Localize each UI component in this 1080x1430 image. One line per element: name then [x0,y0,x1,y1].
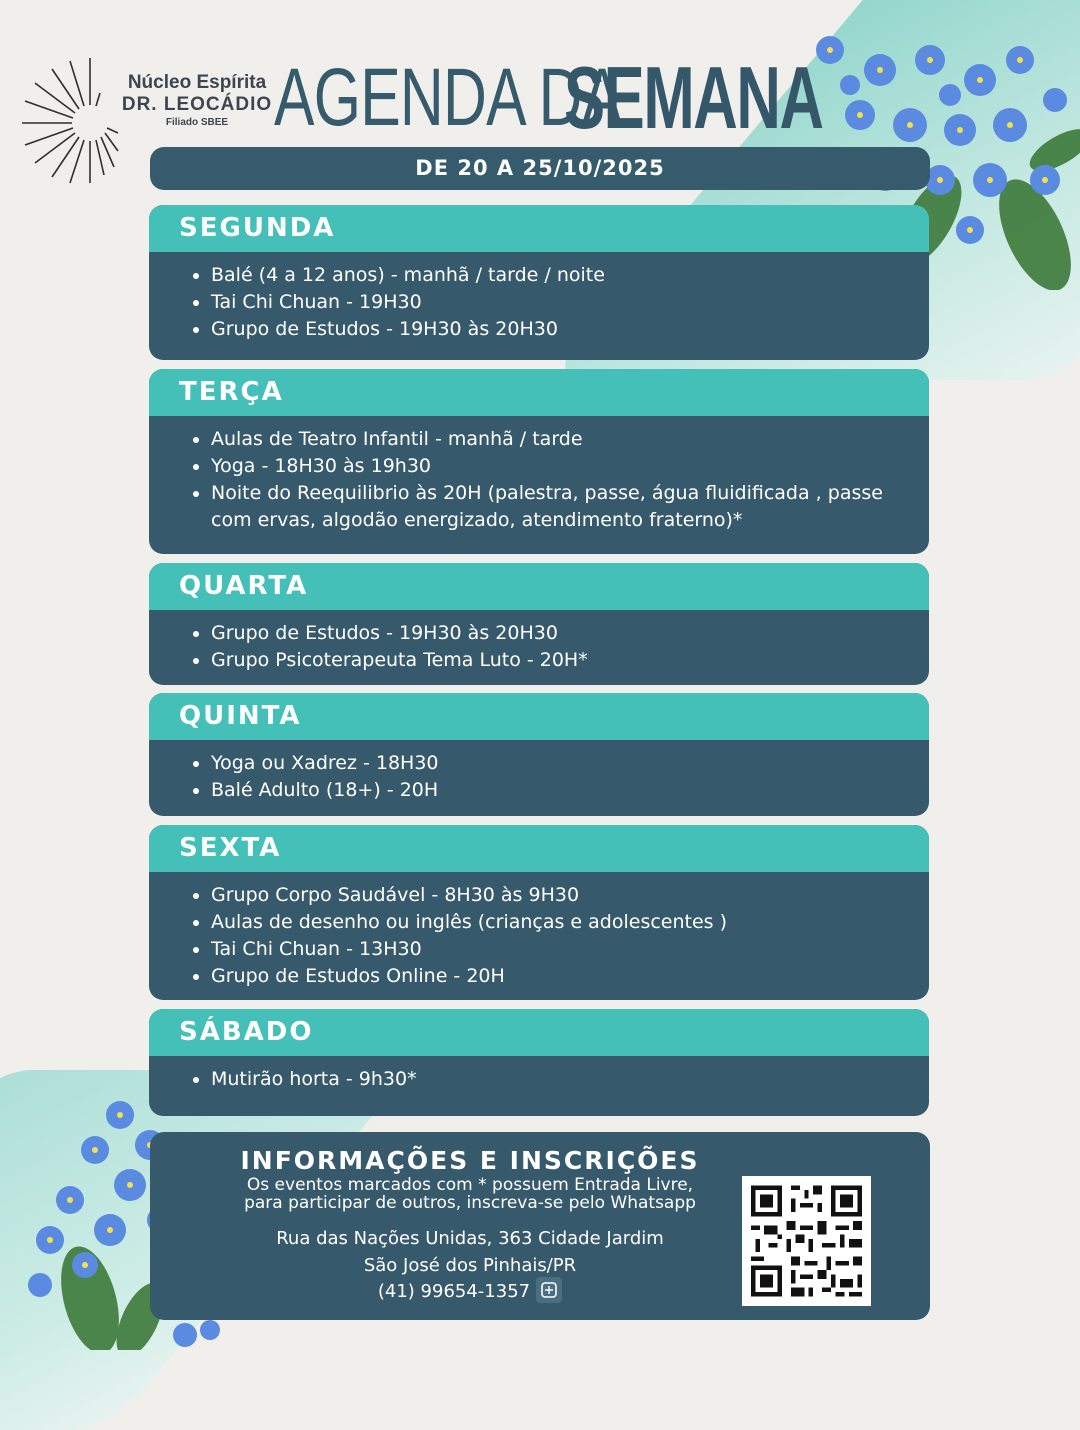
info-heading: INFORMAÇÕES E INSCRIÇÕES [240,1146,700,1175]
day-title: SEGUNDA [149,205,929,252]
org-name-line1: Núcleo Espírita [127,72,267,93]
activity-list [149,1056,929,1093]
list-item: • Tai Chi Chuan - 13H30 [211,936,909,963]
activity-list [149,416,929,534]
list-item: • Aulas de desenho ou inglês (crianças e adolescentes ) [211,909,909,936]
activity-list [149,872,929,990]
list-item: • Grupo Corpo Saudável - 8H30 às 9H30 [211,882,909,909]
address [190,1225,750,1279]
day-title: QUINTA [149,693,929,740]
day-card-sexta [149,825,929,1000]
title-part1: AGENDA DA [274,52,622,143]
list-item: • Balé Adulto (18+) - 20H [211,777,909,804]
list-item: • Grupo Psicoterapeuta Tema Luto - 20H* [211,647,909,674]
list-item: • Grupo de Estudos Online - 20H [211,963,909,990]
whatsapp-icon[interactable] [536,1277,562,1303]
activity-list [149,610,929,674]
day-title: QUARTA [149,563,929,610]
qr-code[interactable] [742,1176,871,1306]
day-title: TERÇA [149,369,929,416]
info-note [190,1176,750,1212]
day-card-sabado [149,1009,929,1116]
info-box [150,1132,930,1320]
phone-row [190,1279,750,1305]
list-item: • Yoga ou Xadrez - 18H30 [211,750,909,777]
list-item: • Tai Chi Chuan - 19H30 [211,289,909,316]
date-range-banner: DE 20 A 25/10/2025 [150,147,930,190]
list-item: • Mutirão horta - 9h30* [211,1066,909,1093]
info-note-line1: Os eventos marcados com * possuem Entrada Livre, [246,1175,694,1195]
list-item: • Aulas de Teatro Infantil - manhã / tarde [211,426,909,453]
org-name-line2: DR. LEOCÁDIO [121,94,273,115]
day-card-terca [149,369,929,554]
phone-number[interactable]: (41) 99654-1357 [377,1281,531,1302]
list-item: • Noite do Reequilibrio às 20H (palestra, passe, água fluidificada , passe com ervas, algodão energizado, atendimento fraterno)* [211,480,909,534]
day-title: SEXTA [149,825,929,872]
title-part2: SEMANA [564,48,823,147]
org-affiliation: Filiado SBEE [165,117,229,128]
sunburst-logo-icon [10,28,120,184]
list-item: • Grupo de Estudos - 19H30 às 20H30 [211,316,909,343]
list-item: • Yoga - 18H30 às 19h30 [211,453,909,480]
day-card-segunda [149,205,929,360]
day-card-quinta [149,693,929,816]
address-line2: São José dos Pinhais/PR [363,1255,577,1276]
day-card-quarta [149,563,929,685]
address-line1: Rua das Nações Unidas, 363 Cidade Jardim [276,1228,664,1249]
info-note-line2: para participar de outros, inscreva-se pelo Whatsapp [244,1193,696,1213]
organization-name [118,72,276,130]
day-title: SÁBADO [149,1009,929,1056]
activity-list [149,740,929,804]
list-item: • Grupo de Estudos - 19H30 às 20H30 [211,620,909,647]
activity-list [149,252,929,343]
list-item: • Balé (4 a 12 anos) - manhã / tarde / noite [211,262,909,289]
